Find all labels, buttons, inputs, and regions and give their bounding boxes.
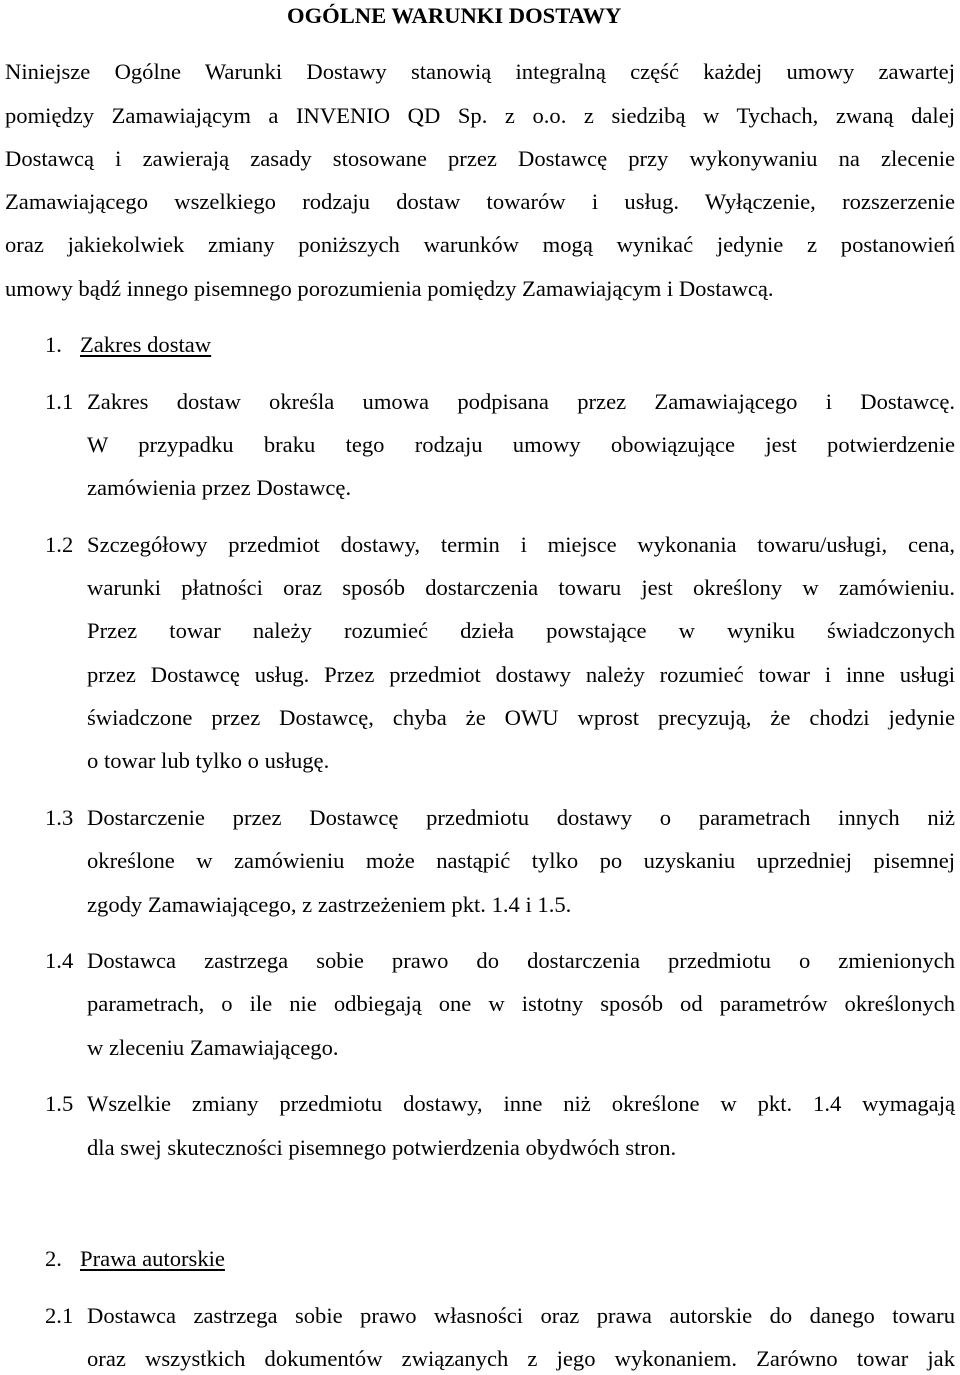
clause-line: zgody Zamawiającego, z zastrzeżeniem pkt. 1.4 i 1.5. (87, 892, 572, 917)
clause-line: przez Dostawcę usług. Przez przedmiot dostawy należy rozumieć towar i inne usługi (87, 662, 955, 687)
clause-line: oraz wszystkich dokumentów związanych z jego wykonaniem. Zarówno towar jak (87, 1346, 955, 1371)
clause-line: Dostawca zastrzega sobie prawo własności oraz prawa autorskie do danego towaru (87, 1303, 955, 1328)
clause-line: o towar lub tylko o usługę. (87, 748, 330, 773)
clause-line: Przez towar należy rozumieć dzieła powstające w wyniku świadczonych (87, 618, 955, 643)
section-number: 1. (45, 332, 62, 357)
intro-line: pomiędzy Zamawiającym a INVENIO QD Sp. z o.o. z siedzibą w Tychach, zwaną dalej (5, 103, 955, 128)
clause-line: Wszelkie zmiany przedmiotu dostawy, inne niż określone w pkt. 1.4 wymagają (87, 1091, 955, 1116)
document-title: OGÓLNE WARUNKI DOSTAWY (287, 3, 622, 28)
clause-number: 1.5 (45, 1091, 74, 1116)
clause-line: dla swej skuteczności pisemnego potwierdzenia obydwóch stron. (87, 1135, 677, 1160)
clause-number: 1.1 (45, 389, 74, 414)
section-number: 2. (45, 1246, 62, 1271)
clause-line: warunki płatności oraz sposób dostarczenia towaru jest określony w zamówieniu. (87, 575, 955, 600)
intro-line: umowy bądź innego pisemnego porozumienia pomiędzy Zamawiającym i Dostawcą. (5, 276, 774, 301)
clause-line: parametrach, o ile nie odbiegają one w istotny sposób od parametrów określonych (87, 991, 955, 1016)
clause-number: 1.3 (45, 805, 74, 830)
intro-line: Niniejsze Ogólne Warunki Dostawy stanowią integralną część każdej umowy zawartej (5, 59, 955, 84)
clause-number: 1.4 (45, 948, 74, 973)
section-title: Prawa autorskie (80, 1246, 225, 1271)
intro-line: oraz jakiekolwiek zmiany poniższych warunków mogą wynikać jedynie z postanowień (5, 232, 955, 257)
intro-line: Dostawcą i zawierają zasady stosowane przez Dostawcę przy wykonywaniu na zlecenie (5, 146, 955, 171)
clause-line: świadczone przez Dostawcę, chyba że OWU wprost precyzują, że chodzi jedynie (87, 705, 955, 730)
clause-line: W przypadku braku tego rodzaju umowy obowiązujące jest potwierdzenie (87, 432, 955, 457)
clause-line: Dostawca zastrzega sobie prawo do dostarczenia przedmiotu o zmienionych (87, 948, 955, 973)
clause-line: Zakres dostaw określa umowa podpisana przez Zamawiającego i Dostawcę. (87, 389, 955, 414)
clause-line: Szczegółowy przedmiot dostawy, termin i miejsce wykonania towaru/usługi, cena, (87, 532, 955, 557)
clause-line: określone w zamówieniu może nastąpić tylko po uzyskaniu uprzedniej pisemnej (87, 848, 955, 873)
clause-line: w zleceniu Zamawiającego. (87, 1035, 339, 1060)
clause-line: zamówienia przez Dostawcę. (87, 475, 352, 500)
intro-line: Zamawiającego wszelkiego rodzaju dostaw towarów i usług. Wyłączenie, rozszerzenie (5, 189, 955, 214)
clause-number: 1.2 (45, 532, 74, 557)
clause-line: Dostarczenie przez Dostawcę przedmiotu dostawy o parametrach innych niż (87, 805, 955, 830)
section-title: Zakres dostaw (80, 332, 212, 357)
clause-number: 2.1 (45, 1303, 74, 1328)
